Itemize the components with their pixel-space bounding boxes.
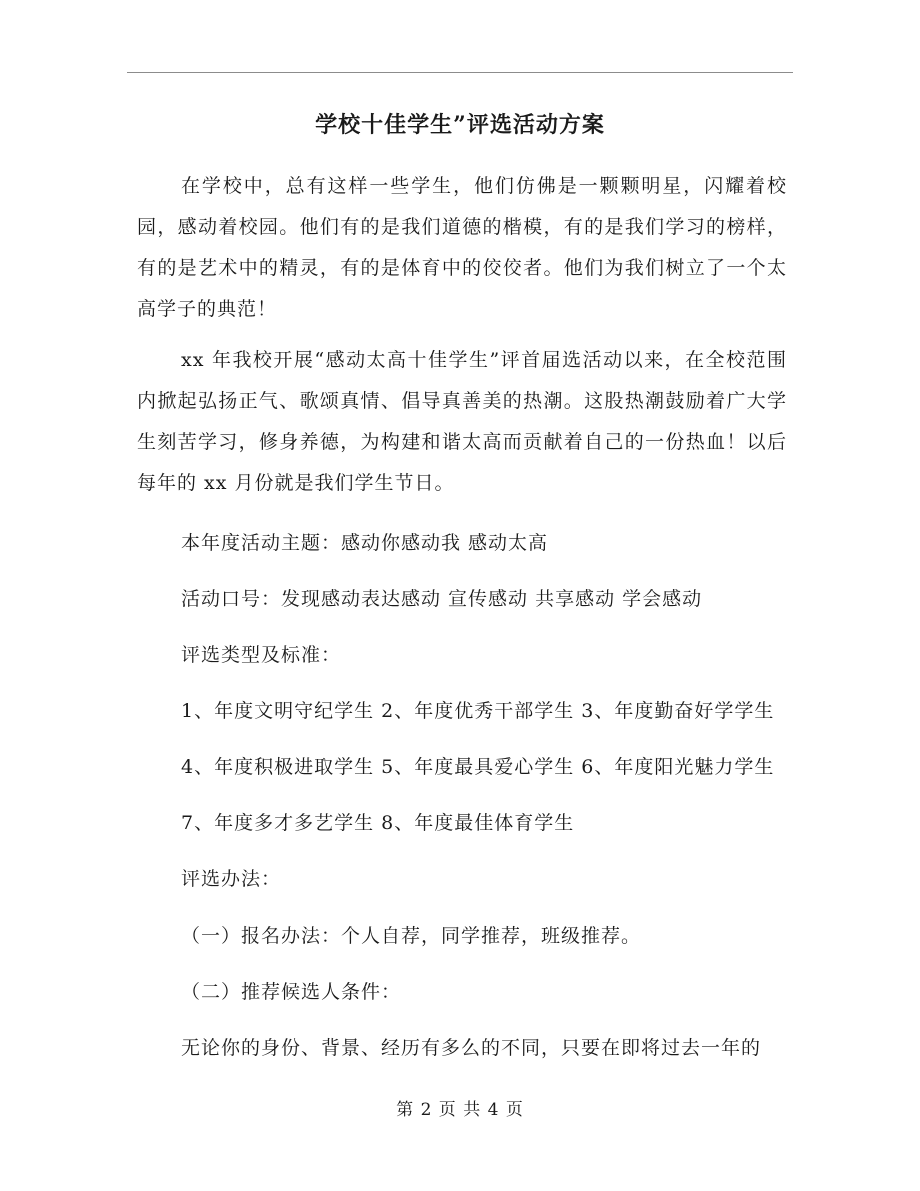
category-list-line: 1、年度文明守纪学生 2、年度优秀干部学生 3、年度勤奋好学学生 (181, 700, 775, 722)
header-divider (127, 72, 793, 73)
category-list-line: 7、年度多才多艺学生 8、年度最佳体育学生 (181, 812, 575, 834)
page-title: 学校十佳学生”评选活动方案 (315, 112, 605, 138)
activity-slogan-line: 活动口号：发现感动表达感动 宣传感动 共享感动 学会感动 (181, 588, 703, 610)
selection-method-heading: 评选办法： (181, 868, 282, 890)
activity-theme-line: 本年度活动主题：感动你感动我 感动太高 (181, 532, 549, 554)
category-list-line: 4、年度积极进取学生 5、年度最具爱心学生 6、年度阳光魅力学生 (181, 756, 775, 778)
candidate-conditions-text: 无论你的身份、背景、经历有多么的不同，只要在即将过去一年的 (181, 1037, 762, 1059)
background-paragraph: xx 年我校开展“感动太高十佳学生”评首届选活动以来，在全校范围内掀起弘扬正气、歌颂真情、倡导真善美的热潮。这股热潮鼓励着广大学生刻苦学习，修身养德，为构建和谐太高而贡献着自己的一份热血！以后每年的 xx 月份就是我们学生节日。 (137, 349, 787, 494)
candidate-conditions-heading: （二）推荐候选人条件： (181, 981, 402, 1003)
registration-method-line: （一）报名办法：个人自荐，同学推荐，班级推荐。 (181, 925, 642, 947)
page-number: 第 2 页 共 4 页 (396, 1100, 524, 1120)
intro-paragraph: 在学校中，总有这样一些学生，他们仿佛是一颗颗明星，闪耀着校园，感动着校园。他们有的是我们道德的楷模，有的是我们学习的榜样，有的是艺术中的精灵，有的是体育中的佼佼者。他们为我们树立了一个太高学子的典范！ (137, 175, 787, 320)
selection-categories-heading: 评选类型及标准： (181, 644, 342, 666)
